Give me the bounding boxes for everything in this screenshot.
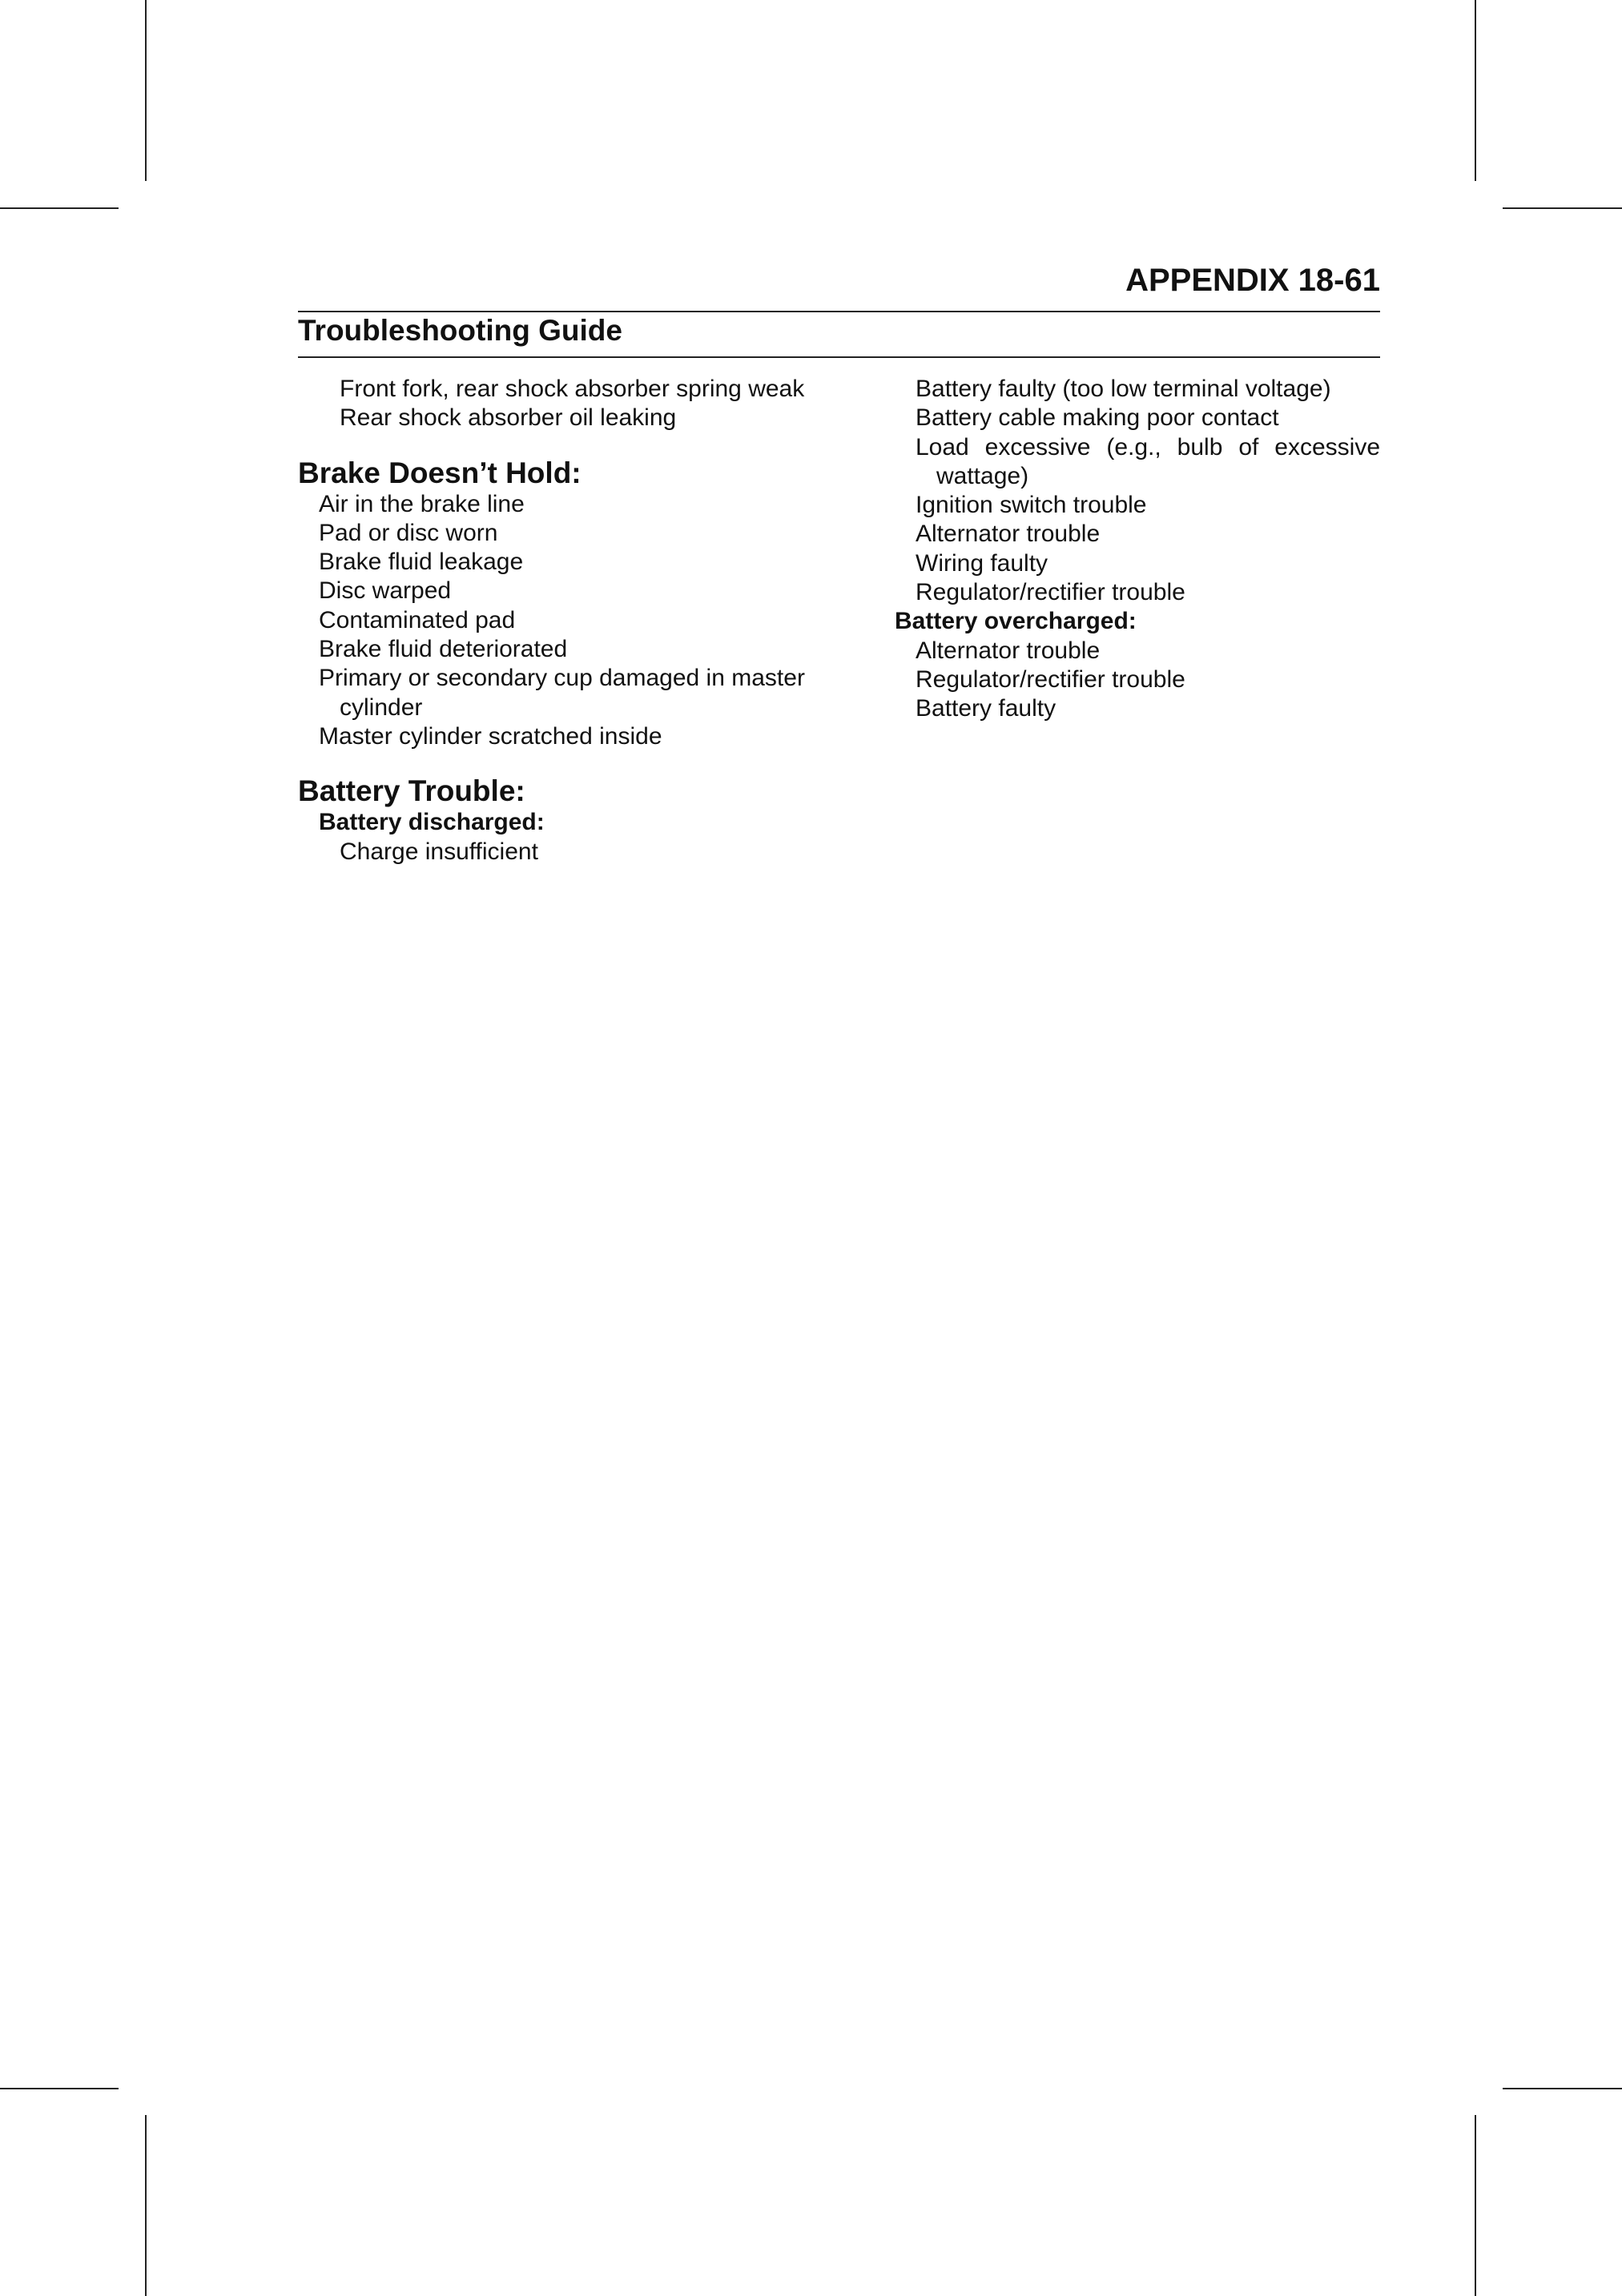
brake-heading: Brake Doesn’t Hold: bbox=[298, 456, 582, 489]
crop-mark-top-left-vertical bbox=[145, 0, 147, 181]
list-item: Air in the brake line bbox=[319, 490, 525, 517]
section-title: Troubleshooting Guide bbox=[298, 314, 622, 347]
crop-mark-top-right-horizontal bbox=[1503, 207, 1622, 209]
list-item: Regulator/rectifier trouble bbox=[916, 579, 1185, 606]
list-item: Pad or disc worn bbox=[319, 519, 498, 546]
list-item: Battery cable making poor contact bbox=[916, 404, 1279, 432]
list-item: Battery faulty (too low terminal voltage) bbox=[916, 376, 1331, 402]
list-item: Ignition switch trouble bbox=[916, 492, 1147, 519]
list-item: Contaminated pad bbox=[319, 606, 516, 633]
header-rule-top bbox=[298, 311, 1380, 312]
list-item: Front fork, rear shock absorber spring weak bbox=[340, 376, 805, 402]
battery-overcharged-subheading: Battery overcharged: bbox=[895, 608, 1137, 635]
crop-mark-bottom-left-vertical bbox=[145, 2115, 147, 2296]
crop-mark-bottom-right-vertical bbox=[1475, 2115, 1476, 2296]
list-item: Brake fluid deteriorated bbox=[319, 636, 568, 663]
page-header-label: APPENDIX 18-61 bbox=[1125, 263, 1380, 298]
crop-mark-bottom-right-horizontal bbox=[1503, 2088, 1622, 2089]
list-item: Load excessive (e.g., bulb of excessive bbox=[916, 433, 1380, 460]
list-item: Alternator trouble bbox=[916, 637, 1101, 664]
list-item: Brake fluid leakage bbox=[319, 549, 524, 576]
header-rule-bottom bbox=[298, 356, 1380, 358]
crop-mark-top-right-vertical bbox=[1475, 0, 1476, 181]
list-item-continuation: wattage) bbox=[936, 462, 1029, 489]
right-column bbox=[895, 375, 1380, 724]
battery-discharged-subheading: Battery discharged: bbox=[319, 809, 545, 836]
list-item: Alternator trouble bbox=[916, 521, 1101, 548]
list-item: Wiring faulty bbox=[916, 549, 1048, 577]
list-item-continuation: cylinder bbox=[340, 694, 423, 721]
left-column bbox=[298, 375, 812, 867]
list-item: Battery faulty bbox=[916, 695, 1057, 722]
list-item: Master cylinder scratched inside bbox=[319, 722, 662, 750]
list-item: Charge insufficient bbox=[340, 838, 538, 865]
battery-heading: Battery Trouble: bbox=[298, 774, 525, 808]
list-item: Primary or secondary cup damaged in master bbox=[319, 665, 805, 692]
crop-mark-bottom-left-horizontal bbox=[0, 2088, 119, 2089]
list-item: Rear shock absorber oil leaking bbox=[340, 404, 677, 432]
list-item: Regulator/rectifier trouble bbox=[916, 665, 1185, 693]
crop-mark-top-left-horizontal bbox=[0, 207, 119, 209]
list-item: Disc warped bbox=[319, 577, 452, 605]
